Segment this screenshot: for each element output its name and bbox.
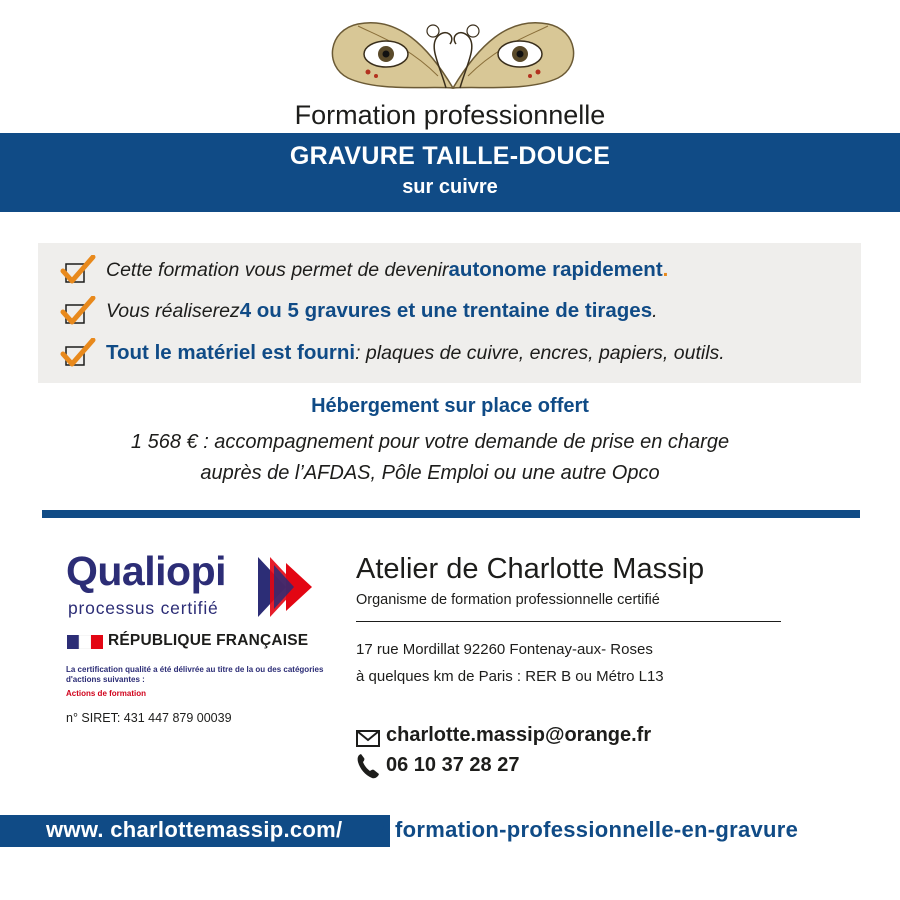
bullet-highlight: autonome rapidement xyxy=(448,258,663,281)
website-path-link[interactable]: formation-professionnelle-en-gravure xyxy=(395,817,799,842)
siret-number: n° SIRET: 431 447 879 00039 xyxy=(66,711,232,725)
address-line-2: à quelques km de Paris : RER B ou Métro L13 xyxy=(356,668,664,685)
bullet-highlight: Tout le matériel est fourni xyxy=(106,341,356,364)
qualiopi-arrows-logo xyxy=(256,555,320,619)
republique-francaise: RÉPUBLIQUE FRANÇAISE xyxy=(108,632,309,649)
butterfly-illustration xyxy=(318,6,588,98)
phone-number[interactable]: 06 10 37 28 27 xyxy=(386,754,520,776)
website-domain-link[interactable]: www. charlottemassip.com/ xyxy=(46,817,343,842)
bullet-item xyxy=(60,293,658,329)
bullet-text: Cette formation vous permet de devenir xyxy=(106,258,449,281)
bullet-text-after: : plaques de cuivre, encres, papiers, outils. xyxy=(355,341,725,364)
envelope-icon xyxy=(356,730,380,747)
organisme-text: Organisme de formation professionnelle certifié xyxy=(356,592,660,608)
bullet-item xyxy=(60,252,668,288)
bullet-text: Vous réaliserez xyxy=(106,299,240,322)
bullet-text-after: . xyxy=(652,299,658,322)
page-title: GRAVURE TAILLE-DOUCE xyxy=(289,142,611,170)
price-line-1: 1 568 € : accompagnement pour votre demande de prise en charge xyxy=(130,431,730,453)
certification-actions: Actions de formation xyxy=(66,689,147,698)
french-flag-logo xyxy=(67,635,103,649)
qualiopi-tagline: processus certifié xyxy=(68,598,219,618)
bullet-item xyxy=(60,335,725,371)
certification-note: La certification qualité a été délivrée au titre de la ou des catégories d'actions suivantes : xyxy=(66,665,324,684)
contact-separator xyxy=(356,621,781,622)
hebergement-text: Hébergement sur place offert xyxy=(311,395,589,417)
pre-title: Formation professionnelle xyxy=(294,100,606,130)
bullet-highlight: 4 ou 5 gravures et une trentaine de tirages xyxy=(239,299,653,322)
checkbox-check-icon xyxy=(60,338,96,368)
phone-icon xyxy=(356,753,380,779)
email-link[interactable]: charlotte.massip@orange.fr xyxy=(386,724,652,746)
atelier-name: Atelier de Charlotte Massip xyxy=(356,553,705,585)
price-line-2: auprès de l’AFDAS, Pôle Emploi ou une autre Opco xyxy=(200,462,660,484)
page-subtitle: sur cuivre xyxy=(402,176,498,198)
address-line-1: 17 rue Mordillat 92260 Fontenay-aux- Roses xyxy=(356,641,653,658)
section-divider xyxy=(42,510,860,518)
qualiopi-logo-text: Qualiopi xyxy=(66,548,226,594)
checkbox-check-icon xyxy=(60,296,96,326)
checkbox-check-icon xyxy=(60,255,96,285)
bullet-text-after: . xyxy=(662,258,669,281)
